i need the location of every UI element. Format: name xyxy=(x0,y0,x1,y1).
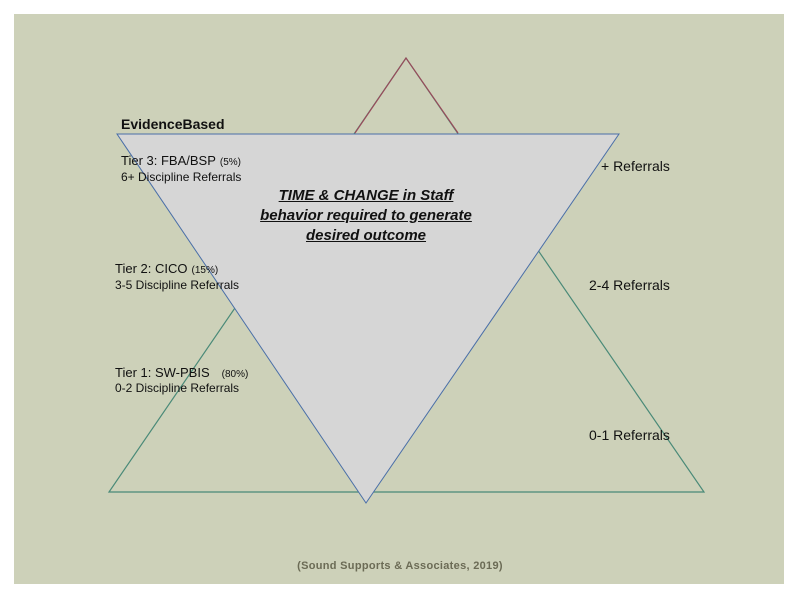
tier-3-label xyxy=(121,152,241,170)
tier-1-percent: (80%) xyxy=(221,369,249,380)
right-label-bottom: 0-1 Referrals xyxy=(589,427,670,443)
tier-3-referrals: 6+ Discipline Referrals xyxy=(121,170,242,184)
evidence-based-label: EvidenceBased xyxy=(121,116,225,132)
right-label-middle: 2-4 Referrals xyxy=(589,277,670,293)
tier-1-label xyxy=(115,364,248,382)
right-label-top: + Referrals xyxy=(601,158,670,174)
tier-2-name: Tier 2: CICO xyxy=(115,261,188,276)
tier-2-percent: (15%) xyxy=(191,265,219,276)
upright-triangle-apex xyxy=(355,58,458,133)
tier-3-percent: (5%) xyxy=(219,157,242,168)
tier-2-referrals: 3-5 Discipline Referrals xyxy=(115,278,240,292)
tier-1-referrals: 0-2 Discipline Referrals xyxy=(115,381,240,395)
tier-2-label xyxy=(115,260,218,278)
center-line-1: TIME & CHANGE in Staff xyxy=(278,187,454,204)
center-statement xyxy=(206,186,526,246)
tier-1-name: Tier 1: SW-PBIS xyxy=(115,365,210,380)
citation: (Sound Supports & Associates, 2019) xyxy=(297,560,503,572)
center-line-3: desired outcome xyxy=(305,227,427,244)
center-line-2: behavior required to generate xyxy=(260,207,472,224)
tier-3-name: Tier 3: FBA/BSP xyxy=(121,153,216,168)
